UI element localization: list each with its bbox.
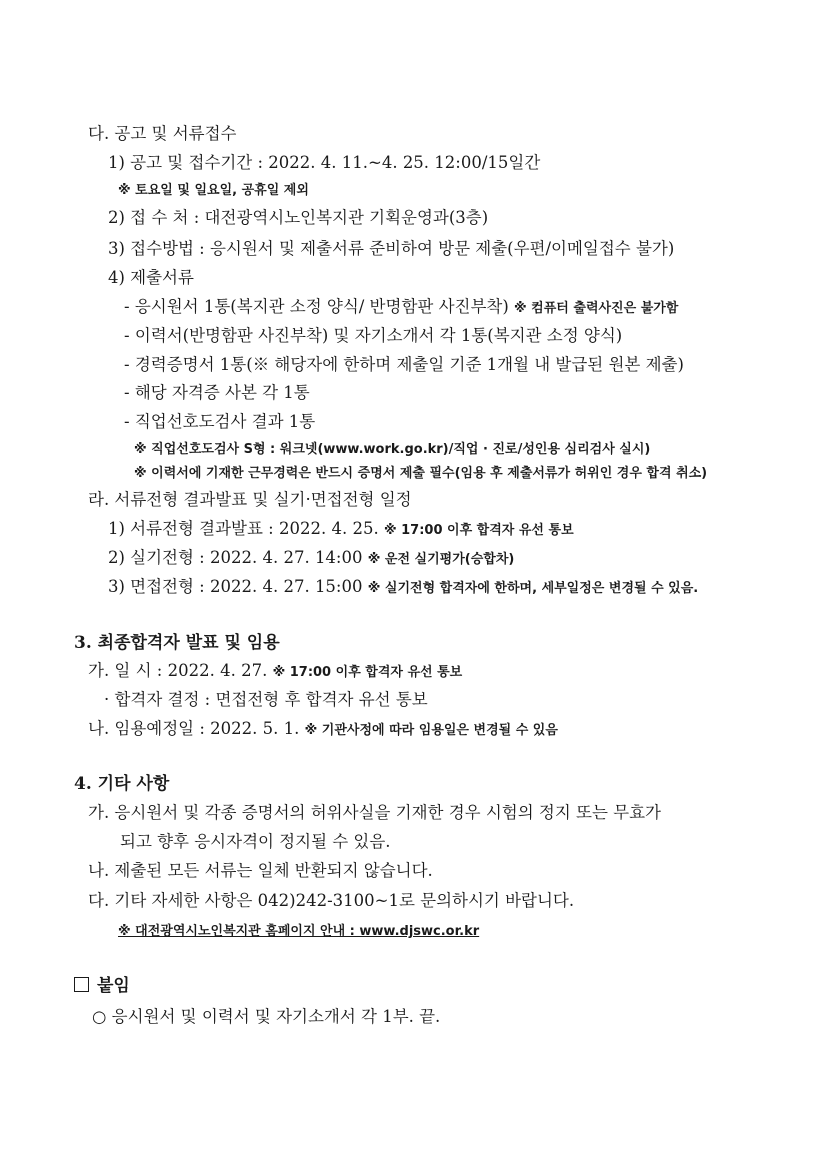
- section-ra-item-2-note: ※ 운전 실기평가(승합차): [367, 552, 515, 567]
- section-3-ga-text: 가. 일 시 : 2022. 4. 27.: [88, 661, 268, 680]
- section-3-ga-sub: · 합격자 결정 : 면접전형 후 합격자 유선 통보: [104, 690, 428, 709]
- doc-item-2: - 이력서(반명함판 사진부착) 및 자기소개서 각 1통(복지관 소정 양식): [124, 326, 623, 345]
- section-ra-item-3: [108, 576, 698, 600]
- section-da-item-1-note: ※ 토요일 및 일요일, 공휴일 제외: [118, 183, 309, 198]
- doc-item-1: [124, 296, 678, 320]
- section-da-item-2: 2) 접 수 처 : 대전광역시노인복지관 기획운영과(3층): [108, 208, 489, 227]
- section-4-title: 4. 기타 사항: [74, 774, 170, 794]
- section-ra-item-1-note: ※ 17:00 이후 합격자 유선 통보: [383, 523, 574, 538]
- attachment-title: 붙임: [97, 976, 130, 996]
- section-da-item-3: 3) 접수방법 : 응시원서 및 제출서류 준비하여 방문 제출(우편/이메일접수 불가): [108, 239, 675, 258]
- section-4-ga-line-1: 가. 응시원서 및 각종 증명서의 허위사실을 기재한 경우 시험의 정지 또는 무효가: [88, 803, 661, 822]
- checkbox-square-icon: [74, 977, 89, 992]
- section-da-title: 다. 공고 및 서류접수: [88, 124, 237, 143]
- doc-item-1-note: ※ 컴퓨터 출력사진은 불가함: [514, 301, 679, 316]
- section-4-ga-line-2: 되고 향후 응시자격이 정지될 수 있음.: [120, 832, 391, 851]
- section-ra-item-3-note: ※ 실기전형 합격자에 한하며, 세부일정은 변경될 수 있음.: [367, 581, 699, 596]
- section-da-item-4: 4) 제출서류: [108, 268, 194, 287]
- attachment-item: ○ 응시원서 및 이력서 및 자기소개서 각 1부. 끝.: [92, 1007, 441, 1026]
- section-ra-item-1: [108, 518, 574, 542]
- doc-note-1: ※ 직업선호도검사 S형 : 워크넷(www.work.go.kr)/직업 · 진로/성인용 심리검사 실시): [134, 442, 651, 457]
- section-ra-title: 라. 서류전형 결과발표 및 실기·면접전형 일정: [88, 490, 412, 509]
- section-3-ga-note: ※ 17:00 이후 합격자 유선 통보: [272, 665, 463, 680]
- doc-note-2: ※ 이력서에 기재한 근무경력은 반드시 증명서 제출 필수(임용 후 제출서류가 허위인 경우 합격 취소): [134, 466, 708, 481]
- section-ra-item-2-text: 2) 실기전형 : 2022. 4. 27. 14:00: [108, 548, 363, 567]
- section-3-title: 3. 최종합격자 발표 및 임용: [74, 633, 280, 653]
- section-3-na-note: ※ 기관사정에 따라 임용일은 변경될 수 있음: [304, 723, 558, 738]
- doc-item-1-text: - 응시원서 1통(복지관 소정 양식/ 반명함판 사진부착): [124, 297, 509, 316]
- section-da-item-1: 1) 공고 및 접수기간 : 2022. 4. 11.~4. 25. 12:00/15일간: [108, 153, 541, 172]
- section-ra-item-1-text: 1) 서류전형 결과발표 : 2022. 4. 25.: [108, 519, 379, 538]
- doc-item-4: - 해당 자격증 사본 각 1통: [124, 383, 310, 402]
- doc-item-3: - 경력증명서 1통(※ 해당자에 한하며 제출일 기준 1개월 내 발급된 원본 제출): [124, 355, 684, 374]
- section-3-ga: [88, 660, 462, 684]
- section-3-na-text: 나. 임용예정일 : 2022. 5. 1.: [88, 719, 300, 738]
- homepage-note: ※ 대전광역시노인복지관 홈페이지 안내 : www.djswc.or.kr: [118, 924, 480, 939]
- section-4-na: 나. 제출된 모든 서류는 일체 반환되지 않습니다.: [88, 861, 433, 880]
- doc-item-5: - 직업선호도검사 결과 1통: [124, 412, 316, 431]
- section-ra-item-3-text: 3) 면접전형 : 2022. 4. 27. 15:00: [108, 577, 363, 596]
- section-ra-item-2: [108, 547, 514, 571]
- section-3-na: [88, 718, 558, 742]
- section-4-da: 다. 기타 자세한 사항은 042)242-3100~1로 문의하시기 바랍니다.: [88, 891, 575, 910]
- attachment-heading: [74, 975, 130, 997]
